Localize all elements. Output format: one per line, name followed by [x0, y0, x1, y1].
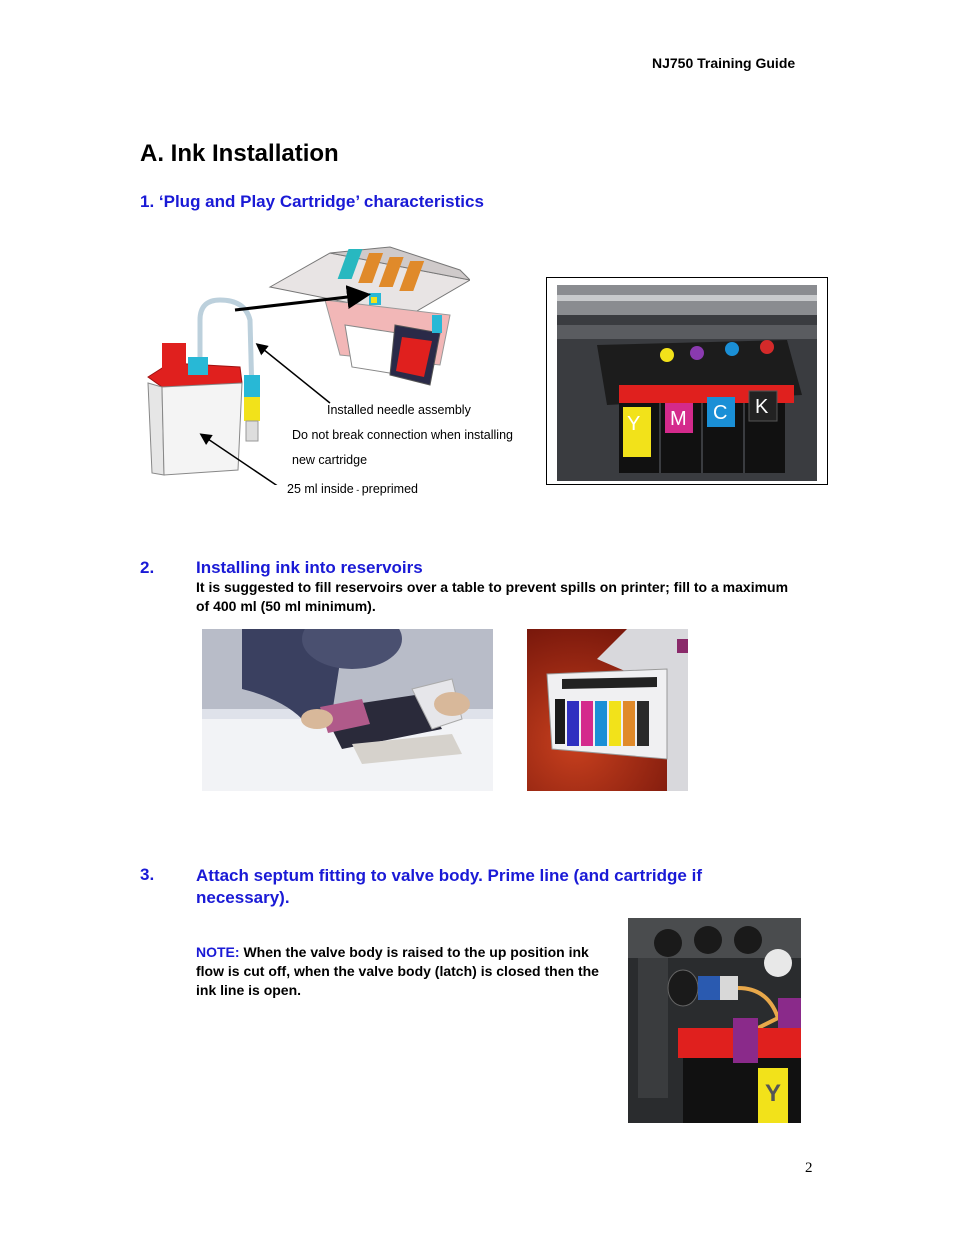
- section-title: A. Ink Installation: [140, 140, 339, 167]
- item3-number: 3.: [140, 865, 155, 884]
- photo-cartridge-letter: Y: [765, 1080, 782, 1107]
- callout-inside-main: 25 ml inside: [287, 482, 354, 496]
- installed-cartridges-photo: [557, 285, 817, 481]
- item3-heading: Attach septum fitting to valve body. Prime line (and cartridge if necessary).: [196, 866, 702, 907]
- item2-number: 2.: [140, 558, 155, 577]
- page-number: 2: [805, 1160, 813, 1176]
- item1-heading: 1. ‘Plug and Play Cartridge’ characteristics: [140, 192, 484, 211]
- cartridge-diagram: [140, 245, 470, 485]
- filling-reservoir-photo: [202, 629, 493, 791]
- printhead-assembly-illustration: [270, 247, 470, 385]
- callout-25ml-inside: [287, 482, 418, 496]
- cartridge-letter-m: M: [670, 408, 687, 430]
- reservoir-bottles-photo: [527, 629, 688, 791]
- cartridge-letter-k: K: [755, 396, 769, 418]
- note-label: NOTE:: [196, 944, 240, 960]
- callout-needle-assembly: Installed needle assembly: [327, 403, 471, 417]
- note-body: When the valve body is raised to the up position ink flow is cut off, when the valve body (latch) is closed then the ink line is open.: [196, 944, 599, 998]
- item3-note: [196, 943, 606, 1000]
- cartridges-photo-frame: [546, 277, 828, 485]
- callout-inside-dash: -: [353, 485, 362, 495]
- callout-connection-line2: new cartridge: [292, 453, 368, 467]
- cartridge-letter-c: C: [713, 402, 728, 424]
- header-guide-title: NJ750 Training Guide: [652, 55, 796, 71]
- cartridge-letter-y: Y: [627, 413, 641, 435]
- septum-fitting-photo: [628, 918, 801, 1123]
- callout-inside-suffix: preprimed: [361, 482, 418, 496]
- item2-body: It is suggested to fill reservoirs over a table to prevent spills on printer; fill to a maximum of 400 ml (50 ml minimum).: [196, 579, 789, 614]
- callout-connection-line1: Do not break connection when installing: [292, 428, 513, 442]
- item2-heading: Installing ink into reservoirs: [196, 558, 423, 577]
- plug-and-play-cartridge-illustration: [148, 343, 242, 475]
